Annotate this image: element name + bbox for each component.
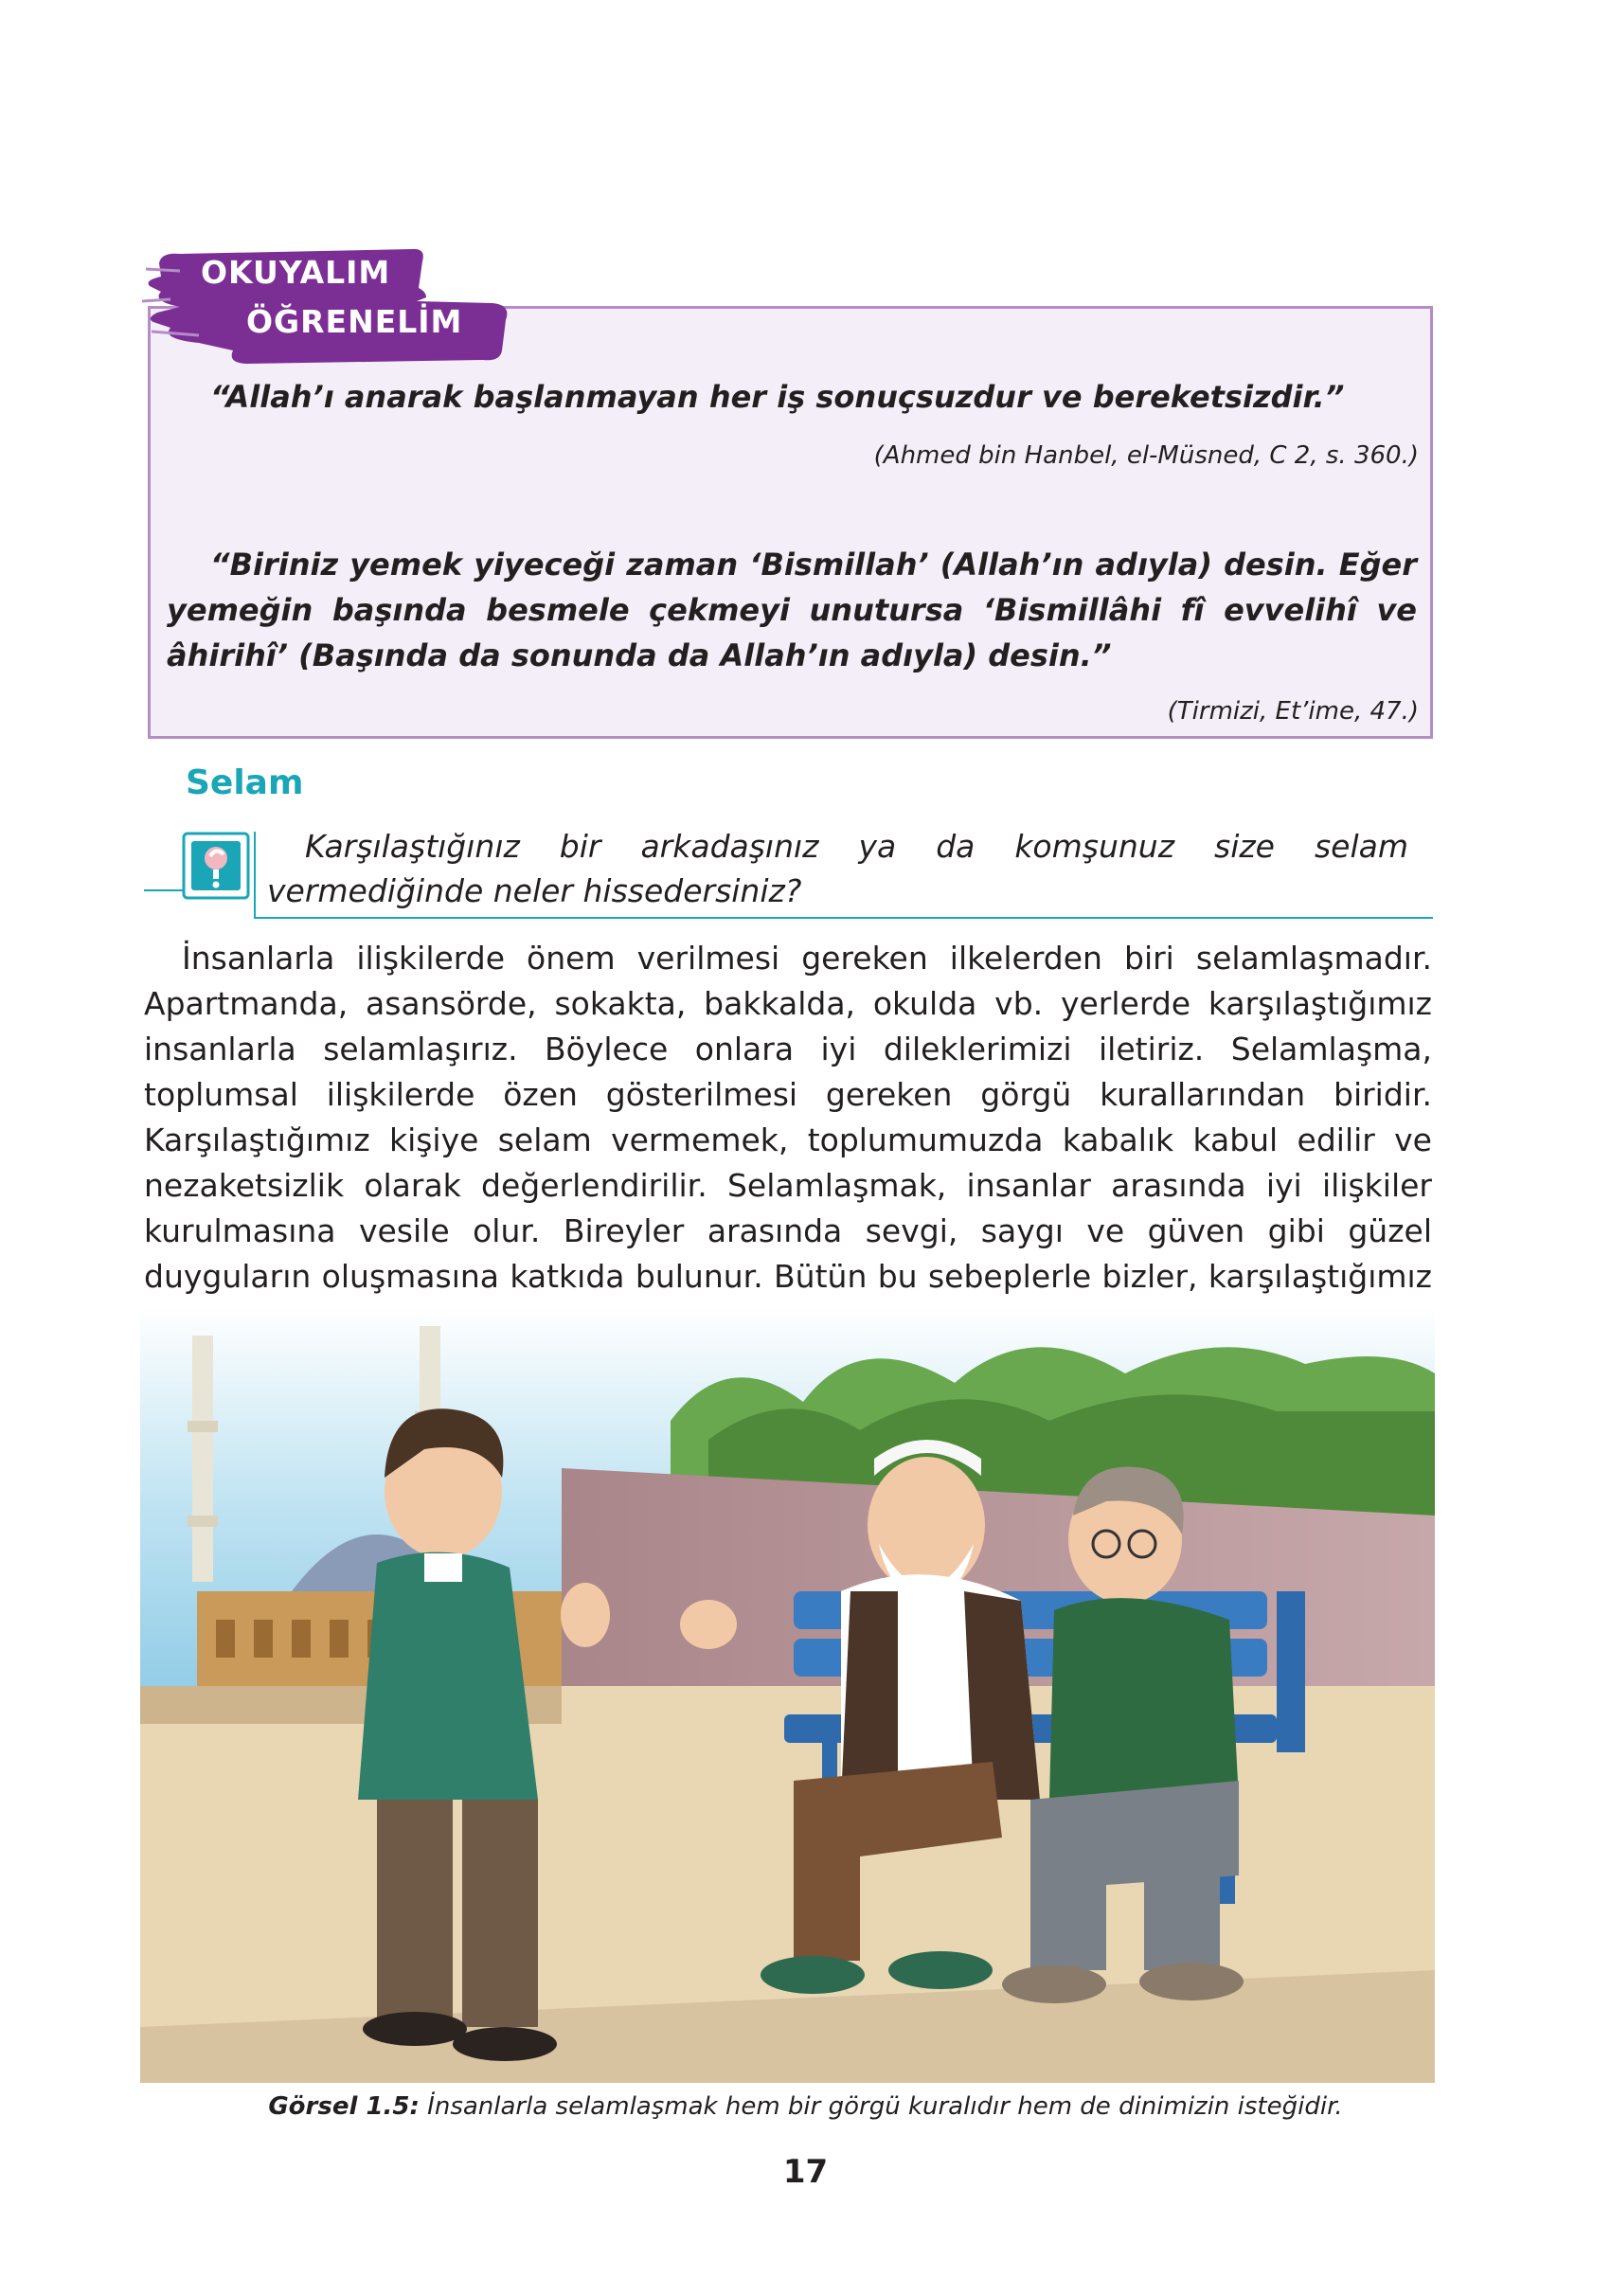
- quote-2: “Biriniz yemek yiyeceği zaman ‘Bismillah’ (Allah’ın adıyla) desin. Eğer yemeğin başında besmele çekmeyi unutursa ‘Bismillâhi fî evvelihî ve âhirihî’ (Başında da sonunda da Allah’ın adıyla) desin.”: [167, 547, 1417, 673]
- header-label-line2: ÖĞRENELİM: [246, 303, 463, 340]
- quote-1: “Allah’ı anarak başlanmayan her iş sonuçsuzdur ve bereketsizdir.”: [210, 379, 1345, 415]
- reflection-question: Karşılaştığınız bir arkadaşınız ya da komşunuz size selam vermediğinde neler hissedersiniz?: [267, 828, 1408, 909]
- figure-caption: [0, 2092, 1611, 2121]
- section-title: Selam: [186, 763, 304, 802]
- figure-label: Görsel 1.5:: [268, 2092, 420, 2121]
- quote-2-source: (Tirmizi, Et’ime, 47.): [1167, 697, 1419, 726]
- page-number: 17: [782, 2153, 829, 2191]
- greeting-illustration: [140, 1307, 1435, 2083]
- header-label-line1: OKUYALIM: [201, 254, 391, 291]
- figure-caption-text: İnsanlarla selamlaşmak hem bir görgü kuralıdır hem de dinimizin isteğidir.: [427, 2092, 1343, 2121]
- main-paragraph: İnsanlarla ilişkilerde önem verilmesi gereken ilkelerden biri selamlaşmadır. Apartmanda, asansörde, sokakta, bakkalda, okulda vb. yerlerde karşılaştığımız insanlarla selamlaşırız. Böylece onlara iyi dileklerimizi iletiriz. Selamlaşma, toplumsal ilişkilerde özen gösterilmesi gereken görgü kurallarından biridir. Karşılaştığımız kişiye selam vermemek, toplumumuzda kabalık kabul edilir ve nezaketsizlik olarak değerlendirilir. Selamlaşmak, insanlar arasında iyi ilişkiler kurulmasına vesile olur. Bireyler arasında sevgi, saygı ve güven gibi güzel duyguların oluşmasına katkıda bulunur. Bütün bu sebeplerle bizler, karşılaştığımız: [144, 940, 1432, 1295]
- quote-1-source: (Ahmed bin Hanbel, el-Müsned, C 2, s. 360.): [873, 441, 1419, 470]
- question-thinking-icon: [182, 832, 250, 900]
- minaret-left: [192, 1336, 213, 1582]
